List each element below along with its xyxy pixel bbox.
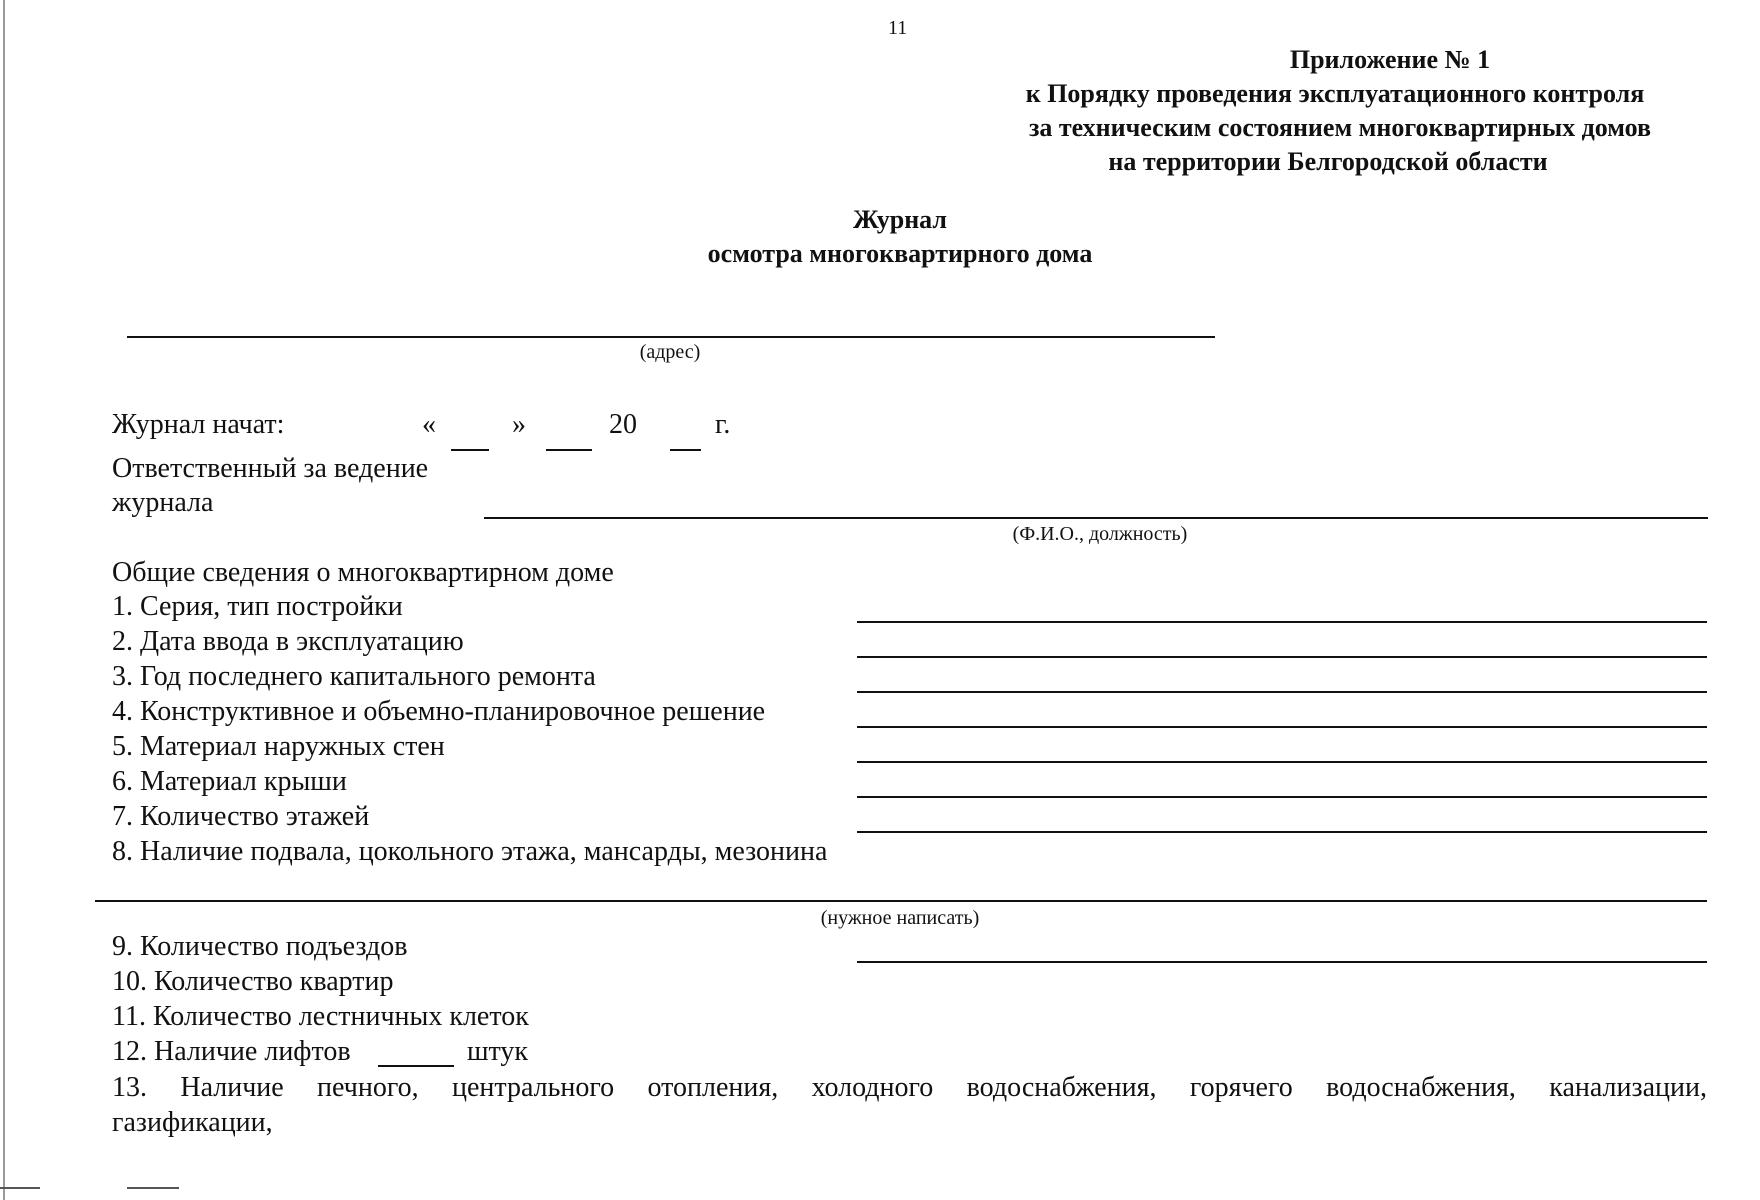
item-utilities-word: Наличие <box>180 1072 284 1103</box>
item-utilities-word: отопления, <box>647 1072 779 1103</box>
journal-subheading: осмотра многоквартирного дома <box>707 239 1093 268</box>
item-wall-material-fill-line <box>857 761 1707 763</box>
item-roof-material-fill-line <box>857 796 1707 798</box>
open-quote: « <box>422 409 436 440</box>
item-roof-material: 6. Материал крыши <box>112 766 347 797</box>
responsible-label-line-1: Ответственный за ведение <box>112 453 429 484</box>
year-suffix: г. <box>715 409 731 440</box>
item-last-repair-fill-line <box>857 691 1707 693</box>
general-info-heading: Общие сведения о многоквартирном доме <box>112 557 614 588</box>
item-structural-solution-fill-line <box>857 726 1707 728</box>
journal-heading: Журнал <box>853 205 947 234</box>
item-last-repair: 3. Год последнего капитального ремонта <box>112 661 596 692</box>
month-fill-line <box>546 449 592 451</box>
item-utilities-word: печного, <box>317 1072 419 1103</box>
journal-started-label: Журнал начат: <box>112 409 285 440</box>
annex-line-2: за техническим состоянием многоквартирных домов <box>1028 113 1652 142</box>
address-caption: (адрес) <box>639 341 701 363</box>
item-utilities-line-2: газификации, <box>112 1107 273 1138</box>
item-commission-date-fill-line <box>857 656 1707 658</box>
item-utilities-word: канализации, <box>1549 1072 1707 1103</box>
responsible-fill-line <box>484 517 1708 519</box>
item-lifts: 12. Наличие лифтов <box>112 1036 351 1067</box>
needed-caption: (нужное написать) <box>820 907 980 929</box>
item-floors-fill-line <box>857 831 1707 833</box>
item-floors: 7. Количество этажей <box>112 801 370 832</box>
scan-mark <box>127 1187 179 1189</box>
item-entrances: 9. Количество подъездов <box>112 931 408 962</box>
scan-mark <box>0 1187 40 1189</box>
item-utilities-line-1 <box>112 1071 1707 1105</box>
responsible-label-line-2: журнала <box>112 487 214 518</box>
lifts-unit: штук <box>467 1036 529 1067</box>
item-staircases: 11. Количество лестничных клеток <box>112 1001 529 1032</box>
item-commission-date: 2. Дата ввода в эксплуатацию <box>112 626 464 657</box>
item-utilities-word: центрального <box>451 1072 615 1103</box>
close-quote: » <box>512 409 526 440</box>
annex-title: Приложение № 1 <box>1289 45 1491 74</box>
item-entrances-fill-line <box>857 961 1707 963</box>
address-fill-line <box>127 336 1215 338</box>
annex-line-3: на территории Белгородской области <box>1108 147 1548 176</box>
year-fill-line <box>670 449 701 451</box>
scan-edge <box>3 0 5 1200</box>
item-series-fill-line <box>857 621 1707 623</box>
lifts-count-fill-line <box>378 1065 454 1067</box>
item-basement: 8. Наличие подвала, цокольного этажа, мансарды, мезонина <box>112 836 828 867</box>
day-fill-line <box>451 449 489 451</box>
item-apartments: 10. Количество квартир <box>112 966 394 997</box>
responsible-caption: (Ф.И.О., должность) <box>1012 523 1188 545</box>
annex-line-1: к Порядку проведения эксплуатационного контроля <box>1025 79 1645 108</box>
item-basement-fill-line <box>95 900 1707 902</box>
item-wall-material: 5. Материал наружных стен <box>112 731 445 762</box>
item-utilities-word: горячего <box>1189 1072 1293 1103</box>
item-series: 1. Серия, тип постройки <box>112 591 403 622</box>
century-text: 20 <box>609 409 637 440</box>
item-utilities-word: холодного <box>811 1072 934 1103</box>
item-utilities-word: 13. <box>112 1072 147 1103</box>
item-utilities-word: водоснабжения, <box>966 1072 1157 1103</box>
item-utilities-word: водоснабжения, <box>1326 1072 1516 1103</box>
item-structural-solution: 4. Конструктивное и объемно-планировочное решение <box>112 696 766 727</box>
page-number: 11 <box>888 17 908 39</box>
